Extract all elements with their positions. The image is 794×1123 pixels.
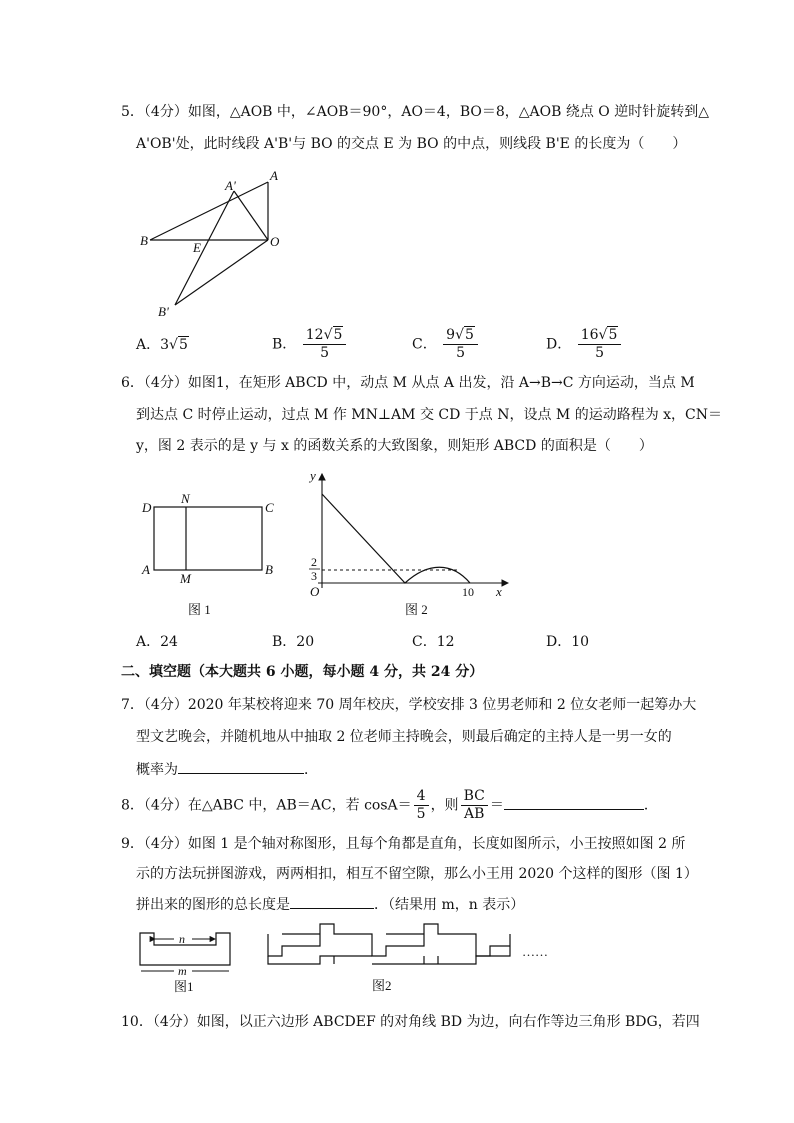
q5-option-d-sqrt-icon: √ — [598, 327, 608, 343]
section2-title: 二、填空题（本大题共 6 小题，每小题 4 分，共 24 分） — [121, 664, 484, 680]
q5-option-d-den: 5 — [595, 345, 604, 361]
q5-seg-OAp — [234, 191, 268, 240]
q5-option-c-letter: C． — [412, 336, 437, 353]
q6-fig1-label-A: A — [142, 562, 150, 577]
q9-fig2-bottom-row — [268, 934, 510, 964]
q5-option-d-letter: D． — [546, 336, 572, 353]
q6-rect-ABCD — [154, 507, 262, 570]
q5-option-c-num-coef: 9 — [446, 327, 456, 343]
q6-fig1-label-M: M — [180, 571, 191, 586]
q6-fig2-frac-num: 2 — [311, 555, 317, 569]
q5-option-b-sqrt-icon: √ — [323, 327, 333, 343]
q6-figure-2 — [300, 466, 520, 626]
q5-line1: 5．（4分）如图，△AOB 中，∠AOB＝90°，AO＝4，BO＝8，△AOB 绕点 O 逆时针旋转到△ — [121, 104, 709, 120]
q5-seg-AB — [150, 182, 268, 240]
q6-figure-1 — [136, 490, 286, 620]
q9-line3-pre: 拼出来的图形的总长度是 — [136, 897, 290, 913]
q5-option-c-fraction — [443, 327, 478, 362]
q8-cos-den: 5 — [416, 806, 426, 822]
q9-line3-post: ．（结果用 m，n 表示） — [374, 897, 525, 913]
q9-fig1-caption: 图1 — [174, 979, 194, 994]
q8-cos-fraction — [414, 788, 429, 823]
q6-fig1-caption: 图 1 — [188, 602, 211, 617]
q5-option-a-radicand: 5 — [178, 337, 188, 353]
q5-label-O: O — [270, 234, 280, 249]
q8-ratio-fraction — [461, 788, 488, 823]
q7-line3 — [136, 759, 318, 780]
q7-line1: 7．（4分）2020 年某校将迎来 70 周年校庆，学校安排 3 位男老师和 2 位女老师一起筹办大 — [121, 697, 697, 713]
q6-line1: 6．（4分）如图1，在矩形 ABCD 中，动点 M 从点 A 出发，沿 A→B→C 方向运动，当点 M — [121, 375, 695, 391]
q6-option-b[interactable]: B．20 — [272, 634, 315, 650]
q5-option-c[interactable] — [412, 327, 480, 362]
q6-fig2-label-O: O — [310, 584, 320, 599]
q6-line3: y，图 2 表示的是 y 与 x 的函数关系的大致图象，则矩形 ABCD 的面积是（ ） — [136, 438, 653, 454]
q5-seg-BpO — [175, 240, 268, 305]
q6-option-a[interactable]: A．24 — [136, 634, 178, 650]
q8-mid: ，则 — [430, 797, 459, 814]
q6-fig2-label-y: y — [310, 468, 316, 483]
q5-option-b-num-coef: 12 — [305, 327, 324, 343]
q8-eq: ＝ — [489, 797, 504, 814]
q9-fig1-label-n: n — [179, 932, 185, 946]
q9-fig2-caption: 图2 — [372, 978, 392, 993]
q9-fig1-shape — [140, 933, 230, 965]
q5-option-a-sqrt-icon: √ — [169, 337, 178, 353]
q5-option-a[interactable] — [136, 335, 189, 355]
q5-line2: A'OB'处，此时线段 A'B'与 BO 的交点 E 为 BO 的中点，则线段 B'E 的长度为（ ） — [136, 136, 687, 152]
q6-fig1-label-D: D — [142, 500, 152, 515]
q6-fig2-caption: 图 2 — [405, 602, 428, 617]
q8-post: ． — [643, 797, 658, 814]
q6-option-c[interactable]: C．12 — [412, 634, 455, 650]
q5-label-B-prime: B' — [158, 304, 169, 319]
q5-label-B: B — [140, 233, 148, 248]
q9-figure-2 — [262, 920, 562, 998]
q5-option-a-letter: A． — [136, 337, 161, 353]
q7-answer-blank[interactable] — [178, 759, 304, 774]
q5-option-b-letter: B． — [272, 336, 297, 353]
q9-fig2-links — [282, 934, 438, 964]
q5-label-E: E — [193, 240, 201, 255]
q6-fig2-label-ten: 10 — [462, 585, 474, 599]
q9-line1: 9．（4分）如图 1 是个轴对称图形，且每个角都是直角，长度如图所示，小王按照如图 2 所 — [121, 836, 686, 852]
q6-fig2-label-x: x — [496, 584, 502, 599]
q9-fig2-top-row — [268, 924, 510, 956]
q5-option-d-radicand: 5 — [608, 327, 618, 343]
q5-option-b-radicand: 5 — [333, 327, 343, 343]
q6-option-d[interactable]: D．10 — [546, 634, 590, 650]
q6-fig1-label-N: N — [181, 491, 190, 506]
q9-line3 — [136, 894, 524, 915]
q6-fig1-label-C: C — [265, 500, 274, 515]
q5-figure — [130, 160, 300, 320]
q9-figure-1 — [136, 925, 236, 997]
q7-line2: 型文艺晚会，并随机地从中抽取 2 位老师主持晚会，则最后确定的主持人是一男一女的 — [136, 729, 672, 745]
q5-option-d-num-coef: 16 — [580, 327, 599, 343]
q5-option-b-fraction — [303, 327, 347, 362]
q5-seg-ApBp — [175, 191, 234, 305]
q9-line2: 示的方法玩拼图游戏，两两相扣，相互不留空隙，那么小王用 2020 个这样的图形（图 1） — [136, 866, 698, 882]
q5-label-A: A — [270, 168, 278, 183]
q6-line2: 到达点 C 时停止运动，过点 M 作 MN⊥AM 交 CD 于点 N，设点 M 的运动路程为 x，CN＝ — [136, 407, 723, 423]
q9-fig1-label-m: m — [178, 964, 187, 978]
q9-answer-blank[interactable] — [290, 894, 374, 909]
q8-line — [121, 788, 658, 823]
q8-pre: 8．（4分）在△ABC 中，AB＝AC，若 cosA＝ — [121, 797, 412, 814]
q5-option-c-sqrt-icon: √ — [455, 327, 465, 343]
q5-option-b-den: 5 — [320, 345, 330, 361]
q5-option-c-radicand: 5 — [465, 327, 474, 343]
q8-answer-blank[interactable] — [504, 795, 644, 810]
q7-line3-post: ． — [304, 762, 318, 778]
q5-option-d[interactable] — [546, 327, 623, 362]
q8-cos-num: 4 — [414, 788, 429, 806]
q8-ratio-den: AB — [463, 806, 485, 822]
q5-option-c-den: 5 — [456, 345, 466, 361]
q5-option-d-fraction — [578, 327, 622, 362]
q8-ratio-num: BC — [461, 788, 488, 806]
q6-fig1-label-B: B — [265, 562, 273, 577]
q9-fig2-dots: …… — [522, 944, 548, 959]
q6-fig2-frac-den: 3 — [311, 569, 317, 583]
q5-label-A-prime: A' — [225, 178, 236, 193]
q5-option-a-coef: 3 — [160, 337, 170, 353]
q10-line1: 10．（4分）如图，以正六边形 ABCDEF 的对角线 BD 为边，向右作等边三角形 BDG，若四 — [121, 1014, 700, 1030]
q5-option-b[interactable] — [272, 327, 348, 362]
q7-line3-pre: 概率为 — [136, 762, 178, 778]
